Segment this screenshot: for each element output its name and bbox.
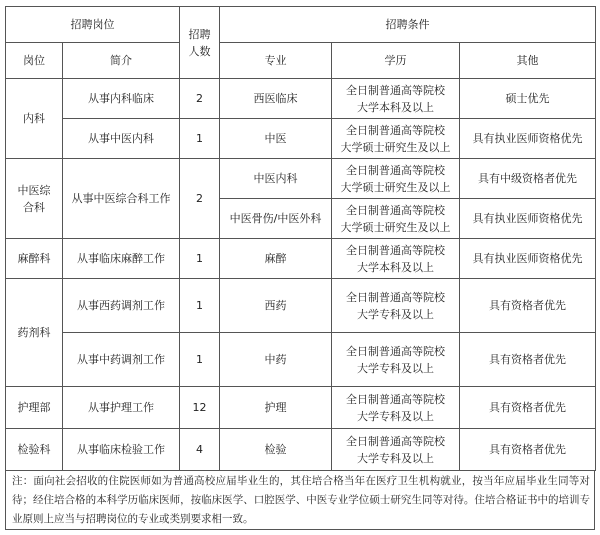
count-cell: 1 <box>180 239 220 279</box>
other-cell: 具有资格者优先 <box>460 429 596 471</box>
desc-cell: 从事中医综合科工作 <box>63 159 180 239</box>
header-position-group: 招聘岗位 <box>6 7 180 43</box>
edu-cell: 全日制普通高等院校 大学专科及以上 <box>332 429 460 471</box>
edu-cell: 全日制普通高等院校 大学专科及以上 <box>332 387 460 429</box>
count-cell: 12 <box>180 387 220 429</box>
edu-cell: 全日制普通高等院校 大学本科及以上 <box>332 79 460 119</box>
desc-cell: 从事西药调剂工作 <box>63 279 180 333</box>
other-cell: 硕士优先 <box>460 79 596 119</box>
header-other: 其他 <box>460 43 596 79</box>
count-cell: 2 <box>180 79 220 119</box>
major-cell: 中药 <box>220 333 332 387</box>
count-cell: 1 <box>180 333 220 387</box>
edu-cell: 全日制普通高等院校 大学本科及以上 <box>332 239 460 279</box>
post-cell: 护理部 <box>6 387 63 429</box>
major-cell: 中医内科 <box>220 159 332 199</box>
edu-cell: 全日制普通高等院校 大学硕士研究生及以上 <box>332 199 460 239</box>
post-cell: 中医综 合科 <box>6 159 63 239</box>
count-cell: 2 <box>180 159 220 239</box>
footnote: 注：面向社会招收的住院医师如为普通高校应届毕业生的，其住培合格当年在医疗卫生机构就业，按当年应届毕业生同等对待；经住培合格的本科学历临床医师，按临床医学、口腔医学、中医专业学位硕士研究生同等对待。住培合格证书中的培训专业原则上应当与招聘岗位的专业或类别要求相一致。 <box>5 470 595 530</box>
count-cell: 1 <box>180 119 220 159</box>
header-conditions-group: 招聘条件 <box>220 7 596 43</box>
header-edu: 学历 <box>332 43 460 79</box>
post-cell: 麻醉科 <box>6 239 63 279</box>
edu-cell: 全日制普通高等院校 大学硕士研究生及以上 <box>332 119 460 159</box>
desc-cell: 从事临床麻醉工作 <box>63 239 180 279</box>
recruitment-table <box>5 6 596 471</box>
desc-cell: 从事护理工作 <box>63 387 180 429</box>
header-desc: 简介 <box>63 43 180 79</box>
other-cell: 具有执业医师资格优先 <box>460 239 596 279</box>
major-cell: 西医临床 <box>220 79 332 119</box>
major-cell: 检验 <box>220 429 332 471</box>
edu-cell: 全日制普通高等院校 大学专科及以上 <box>332 279 460 333</box>
edu-cell: 全日制普通高等院校 大学硕士研究生及以上 <box>332 159 460 199</box>
table-row <box>6 79 596 119</box>
desc-cell: 从事中药调剂工作 <box>63 333 180 387</box>
header-post: 岗位 <box>6 43 63 79</box>
table-row <box>6 159 596 199</box>
header-major: 专业 <box>220 43 332 79</box>
table-row <box>6 279 596 333</box>
desc-cell: 从事中医内科 <box>63 119 180 159</box>
table-row <box>6 239 596 279</box>
post-cell: 检验科 <box>6 429 63 471</box>
count-cell: 1 <box>180 279 220 333</box>
other-cell: 具有资格者优先 <box>460 279 596 333</box>
major-cell: 中医骨伤/中医外科 <box>220 199 332 239</box>
desc-cell: 从事内科临床 <box>63 79 180 119</box>
post-cell: 内科 <box>6 79 63 159</box>
other-cell: 具有执业医师资格优先 <box>460 119 596 159</box>
edu-cell: 全日制普通高等院校 大学专科及以上 <box>332 333 460 387</box>
table-row <box>6 119 596 159</box>
other-cell: 具有中级资格者优先 <box>460 159 596 199</box>
table-row <box>6 429 596 471</box>
major-cell: 麻醉 <box>220 239 332 279</box>
major-cell: 西药 <box>220 279 332 333</box>
table-row <box>6 333 596 387</box>
count-cell: 4 <box>180 429 220 471</box>
major-cell: 护理 <box>220 387 332 429</box>
other-cell: 具有执业医师资格优先 <box>460 199 596 239</box>
desc-cell: 从事临床检验工作 <box>63 429 180 471</box>
table-row <box>6 387 596 429</box>
other-cell: 具有资格者优先 <box>460 333 596 387</box>
header-count: 招聘 人数 <box>180 7 220 79</box>
major-cell: 中医 <box>220 119 332 159</box>
post-cell: 药剂科 <box>6 279 63 387</box>
other-cell: 具有资格者优先 <box>460 387 596 429</box>
